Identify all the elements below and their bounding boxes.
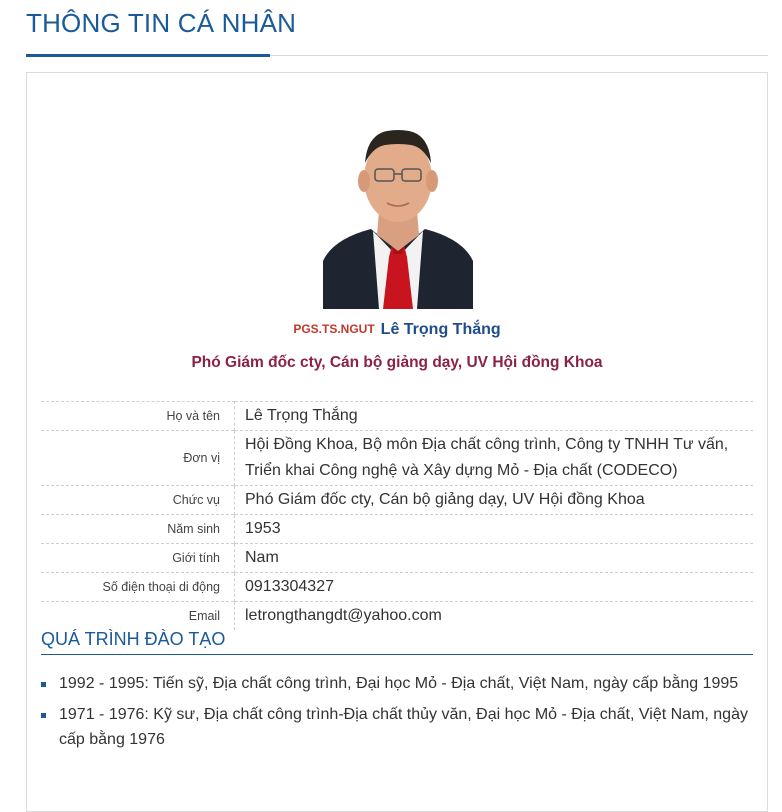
profile-position: Phó Giám đốc cty, Cán bộ giảng dạy, UV Hội đồng Khoa [191,354,603,371]
bullet-icon [41,682,46,687]
info-label: Năm sinh [41,515,235,544]
academic-title: PGS.TS.NGUT [293,322,375,336]
education-entry: 1992 - 1995: Tiến sỹ, Địa chất công trình, Đại học Mỏ - Địa chất, Việt Nam, ngày cấp bằng 1995 [59,675,739,692]
info-table [41,401,753,630]
info-value: Phó Giám đốc cty, Cán bộ giảng dạy, UV Hội đồng Khoa [235,486,754,515]
info-label: Đơn vị [41,431,235,486]
info-label: Chức vụ [41,486,235,515]
info-label: Số điện thoại di động [41,573,235,602]
info-value: Hội Đồng Khoa, Bộ môn Địa chất công trình, Công ty TNHH Tư vấn, Triển khai Công nghệ và Xây dựng Mỏ - Địa chất (CODECO) [235,431,754,486]
profile-photo [323,111,473,309]
info-label: Họ và tên [41,402,235,431]
email-link[interactable]: letrongthangdt@yahoo.com [235,602,754,631]
list-item [41,702,753,752]
profile-name: Lê Trọng Thắng [380,321,501,338]
page-title: THÔNG TIN CÁ NHÂN [26,8,297,38]
info-label: Email [41,602,235,631]
profile-name-line [27,321,767,339]
info-value: 1953 [235,515,754,544]
info-value: Lê Trọng Thắng [235,402,754,431]
info-row [41,515,753,544]
info-row [41,402,753,431]
header-accent-bar [26,54,270,57]
list-item [41,671,753,696]
info-label: Giới tính [41,544,235,573]
info-value: 0913304327 [235,573,754,602]
page-header [26,0,768,58]
info-row [41,602,753,631]
info-row [41,486,753,515]
bullet-icon [41,713,46,718]
info-row [41,573,753,602]
info-row [41,431,753,486]
education-entry: 1971 - 1976: Kỹ sư, Địa chất công trình-Địa chất thủy văn, Đại học Mỏ - Địa chất, Việt Nam, ngày cấp bằng 1976 [59,706,748,748]
education-divider [41,654,753,655]
education-section-title: QUÁ TRÌNH ĐÀO TẠO [41,629,226,649]
info-value: Nam [235,544,754,573]
profile-card [26,72,768,812]
info-row [41,544,753,573]
education-list [41,671,753,758]
